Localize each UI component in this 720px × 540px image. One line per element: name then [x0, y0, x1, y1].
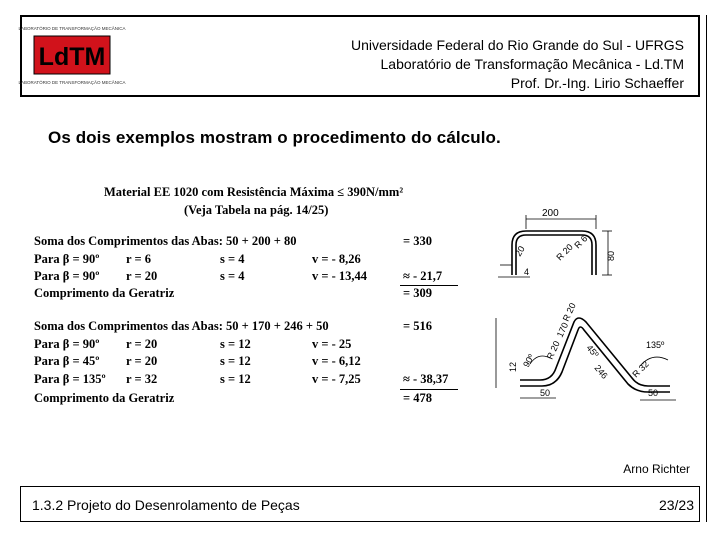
bent-profile-drawing-2 [490, 301, 690, 408]
ex2-row3-total: ≈ - 38,37 [403, 372, 449, 386]
ex2-sum-value: = 516 [403, 319, 432, 333]
right-border-rule [706, 15, 707, 522]
dim-90: 90º [521, 352, 537, 369]
ex1-row1-s: s = 4 [220, 252, 245, 266]
dim-80: 80 [606, 250, 616, 261]
ldtm-logo [18, 22, 126, 90]
ex2-row2-s: s = 12 [220, 354, 251, 368]
author-name: Arno Richter [623, 462, 690, 476]
dim-r6: R 6 [572, 233, 590, 251]
logo-text: LdTM [38, 43, 106, 71]
institution-line: Laboratório de Transformação Mecânica - Ld.TM [380, 56, 684, 72]
ex2-result-label: Comprimento da Geratriz [34, 391, 175, 405]
ex2-row1-v: v = - 25 [312, 337, 352, 351]
ex1-row1-para: Para β = 90º [34, 252, 100, 266]
logo-top-caption: LABORATÓRIO DE TRANSFORMAÇÃO MECÂNICA [18, 26, 126, 31]
ex2-row3-r: r = 32 [126, 372, 158, 386]
dim-r32: R 32 [630, 358, 651, 380]
ex1-row1-v: v = - 8,26 [312, 252, 361, 266]
ex2-row2-r: r = 20 [126, 354, 158, 368]
ex1-row2-r: r = 20 [126, 269, 158, 283]
ex1-row2-s: s = 4 [220, 269, 245, 283]
dim-12: 12 [508, 361, 518, 372]
dim-135: 135º [646, 340, 665, 350]
page-number: 23/23 [658, 497, 694, 513]
institution-line: Prof. Dr.-Ing. Lirio Schaeffer [510, 75, 684, 91]
ex1-sum-value: = 330 [403, 234, 432, 248]
dim-r20-b: R 20 [560, 301, 578, 323]
logo-bottom-caption: LABORATÓRIO DE TRANSFORMAÇÃO MECÂNICA [18, 80, 126, 85]
ex2-row1-s: s = 12 [220, 337, 251, 351]
ex1-sum-label: Soma dos Comprimentos das Abas: 50 + 200 + 80 [34, 234, 297, 248]
dim-246: 246 [592, 362, 610, 381]
ex1-row1-r: r = 6 [126, 252, 151, 266]
ex2-row1-para: Para β = 90º [34, 337, 100, 351]
ex1-row2-para: Para β = 90º [34, 269, 100, 283]
ex2-row2-v: v = - 6,12 [312, 354, 361, 368]
ex1-row2-total: ≈ - 21,7 [403, 269, 443, 283]
dim-200: 200 [542, 208, 559, 219]
dim-left-a: 20 [513, 244, 527, 258]
dim-45: 45º [584, 342, 601, 360]
ex2-sum-rule [400, 389, 458, 390]
calc-heading-2: (Veja Tabela na pág. 14/25) [184, 203, 329, 217]
dim-r20: R 20 [554, 241, 575, 263]
ex2-row2-para: Para β = 45º [34, 354, 100, 368]
dim-50-right: 50 [648, 388, 659, 398]
ex2-row3-v: v = - 7,25 [312, 372, 361, 386]
ex2-row1-r: r = 20 [126, 337, 158, 351]
ex1-row2-v: v = - 13,44 [312, 269, 368, 283]
ex2-sum-label: Soma dos Comprimentos das Abas: 50 + 170 + 246 + 50 [34, 319, 329, 333]
ex2-row3-s: s = 12 [220, 372, 251, 386]
footer-section: 1.3.2 Projeto do Desenrolamento de Peças [32, 497, 300, 513]
ex2-result-value: = 478 [403, 391, 432, 405]
calc-heading-1: Material EE 1020 com Resistência Máxima ≤ 390N/mm² [104, 185, 404, 199]
institution-line: Universidade Federal do Rio Grande do Sul - UFRGS [350, 37, 684, 53]
slide-title: Os dois exemplos mostram o procedimento do cálculo. [48, 128, 501, 147]
ex2-row3-para: Para β = 135º [34, 372, 106, 386]
dim-thickness: 4 [524, 267, 530, 277]
dim-50-left: 50 [540, 388, 551, 398]
ex1-result-value: = 309 [403, 286, 432, 300]
dim-170: 170 [554, 320, 571, 339]
ex1-result-label: Comprimento da Geratriz [34, 286, 175, 300]
bent-profile-drawing-1 [490, 205, 620, 300]
institution-block [351, 36, 684, 93]
dim-r20-a: R 20 [544, 339, 562, 361]
